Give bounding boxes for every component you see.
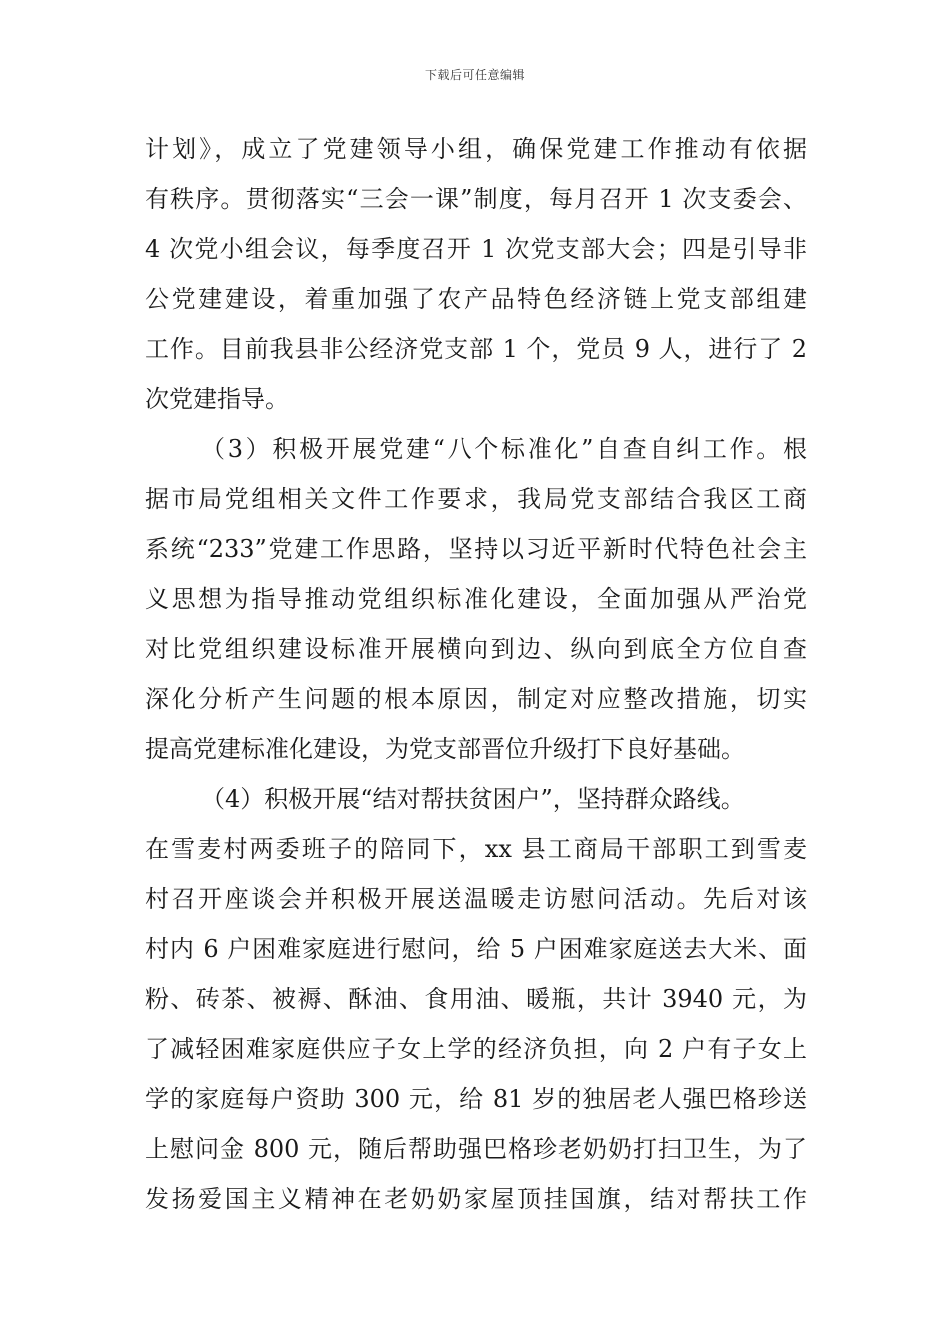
paragraph-start-line: （3）积极开展党建“八个标准化”自查自纠工作。根 bbox=[201, 435, 807, 463]
text-line: 次党建指导。 bbox=[145, 385, 289, 413]
text-line: 工作。目前我县非公经济党支部 1 个，党员 9 人，进行了 2 bbox=[145, 335, 807, 363]
text-line: 公党建建设，着重加强了农产品特色经济链上党支部组建 bbox=[145, 285, 807, 313]
text-line: 有秩序。贯彻落实“三会一课”制度，每月召开 1 次支委会、 bbox=[145, 185, 807, 213]
text-line: 粉、砖茶、被褥、酥油、食用油、暖瓶，共计 3940 元，为 bbox=[145, 985, 807, 1013]
text-line: 4 次党小组会议，每季度召开 1 次党支部大会；四是引导非 bbox=[145, 235, 807, 263]
text-line: 据市局党组相关文件工作要求，我局党支部结合我区工商 bbox=[145, 485, 807, 513]
document-body bbox=[145, 124, 807, 1224]
text-line: 深化分析产生问题的根本原因，制定对应整改措施，切实 bbox=[145, 685, 807, 713]
text-line: 发扬爱国主义精神在老奶奶家屋顶挂国旗，结对帮扶工作 bbox=[145, 1185, 807, 1213]
text-line: 提高党建标准化建设，为党支部晋位升级打下良好基础。 bbox=[145, 735, 745, 763]
text-line: 对比党组织建设标准开展横向到边、纵向到底全方位自查 bbox=[145, 635, 807, 663]
text-line: 义思想为指导推动党组织标准化建设，全面加强从严治党 bbox=[145, 585, 807, 613]
text-line: 系统“233”党建工作思路，坚持以习近平新时代特色社会主 bbox=[145, 535, 807, 563]
text-line: 在雪麦村两委班子的陪同下，xx 县工商局干部职工到雪麦 bbox=[145, 835, 807, 863]
text-line: 村内 6 户困难家庭进行慰问，给 5 户困难家庭送去大米、面 bbox=[145, 935, 807, 963]
paragraph-start-line: （4）积极开展“结对帮扶贫困户”，坚持群众路线。 bbox=[201, 785, 745, 813]
text-line: 村召开座谈会并积极开展送温暖走访慰问活动。先后对该 bbox=[145, 885, 807, 913]
text-line: 学的家庭每户资助 300 元，给 81 岁的独居老人强巴格珍送 bbox=[145, 1085, 807, 1113]
text-line: 上慰问金 800 元，随后帮助强巴格珍老奶奶打扫卫生，为了 bbox=[145, 1135, 807, 1163]
page-header-note: 下载后可任意编辑 bbox=[424, 68, 525, 82]
text-line: 了减轻困难家庭供应子女上学的经济负担，向 2 户有子女上 bbox=[145, 1035, 807, 1063]
text-line: 计划》，成立了党建领导小组，确保党建工作推动有依据 bbox=[145, 135, 807, 163]
